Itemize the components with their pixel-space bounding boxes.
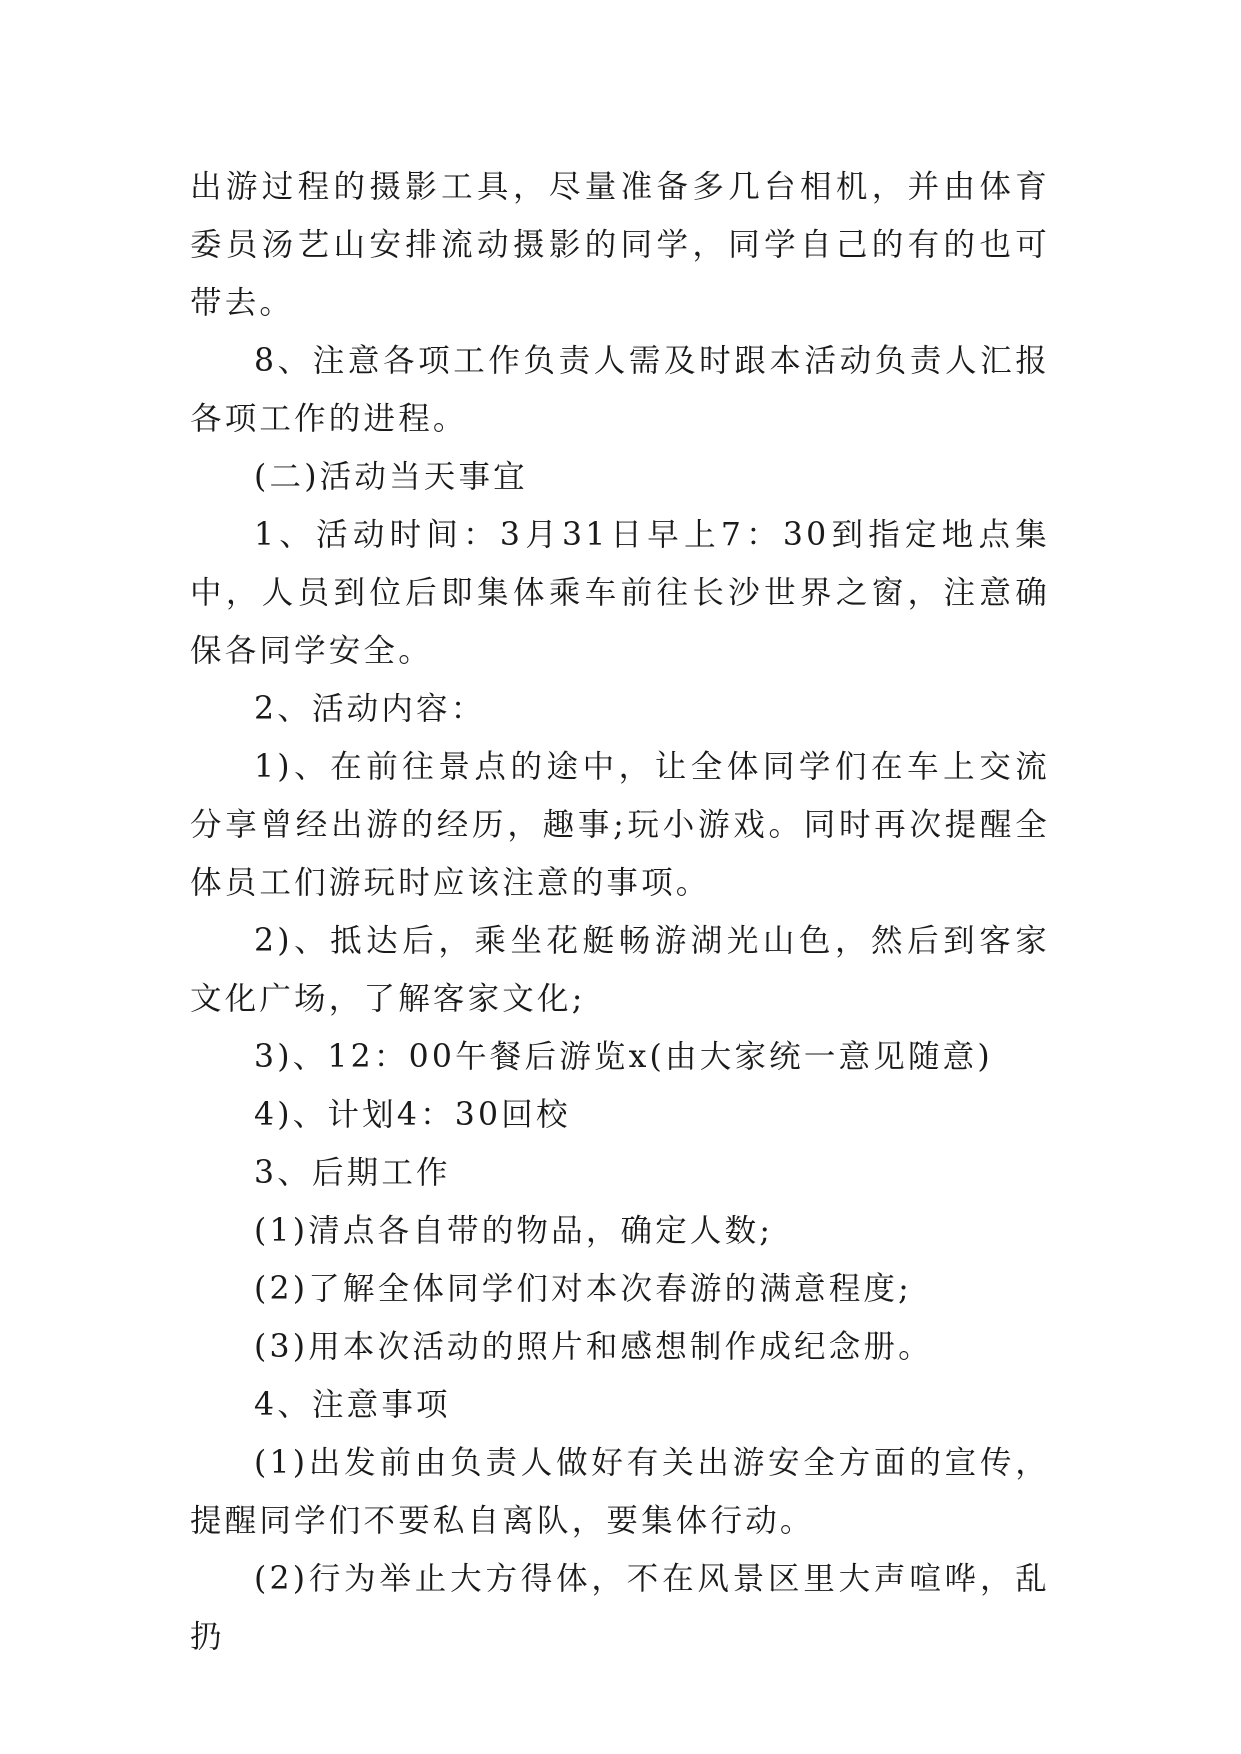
section-heading-activity-day: (二)活动当天事宜 (254, 459, 528, 495)
paragraph-content-3: 3)、12：00午餐后游览x(由大家统一意见随意) (254, 1039, 993, 1075)
paragraph-follow-up-2: (2)了解全体同学们对本次春游的满意程度; (254, 1271, 912, 1307)
paragraph-follow-up-heading: 3、后期工作 (254, 1155, 451, 1191)
paragraph-follow-up-3: (3)用本次活动的照片和感想制作成纪念册。 (254, 1329, 933, 1365)
document-body (190, 158, 1050, 1666)
paragraph-item-8: 8、注意各项工作负责人需及时跟本活动负责人汇报各项工作的进程。 (190, 343, 1050, 437)
paragraph-content-2: 2)、抵达后，乘坐花艇畅游湖光山色，然后到客家文化广场，了解客家文化; (190, 923, 1050, 1017)
paragraph-note-1: (1)出发前由负责人做好有关出游安全方面的宣传，提醒同学们不要私自离队，要集体行动。 (190, 1445, 1050, 1539)
paragraph-note-2: (2)行为举止大方得体，不在风景区里大声喧哗，乱扔 (190, 1561, 1050, 1655)
paragraph-content-1: 1)、在前往景点的途中，让全体同学们在车上交流分享曾经出游的经历，趣事;玩小游戏。同时再次提醒全体员工们游玩时应该注意的事项。 (190, 749, 1050, 901)
paragraph-notes-heading: 4、注意事项 (254, 1387, 451, 1423)
paragraph-photography-tools: 出游过程的摄影工具，尽量准备多几台相机，并由体育委员汤艺山安排流动摄影的同学，同学自己的有的也可带去。 (190, 169, 1050, 321)
paragraph-follow-up-1: (1)清点各自带的物品，确定人数; (254, 1213, 774, 1249)
paragraph-activity-time: 1、活动时间：3月31日早上7：30到指定地点集中，人员到位后即集体乘车前往长沙世界之窗，注意确保各同学安全。 (190, 517, 1050, 669)
paragraph-activity-content-heading: 2、活动内容： (254, 691, 486, 727)
paragraph-content-4: 4)、计划4：30回校 (254, 1097, 571, 1133)
